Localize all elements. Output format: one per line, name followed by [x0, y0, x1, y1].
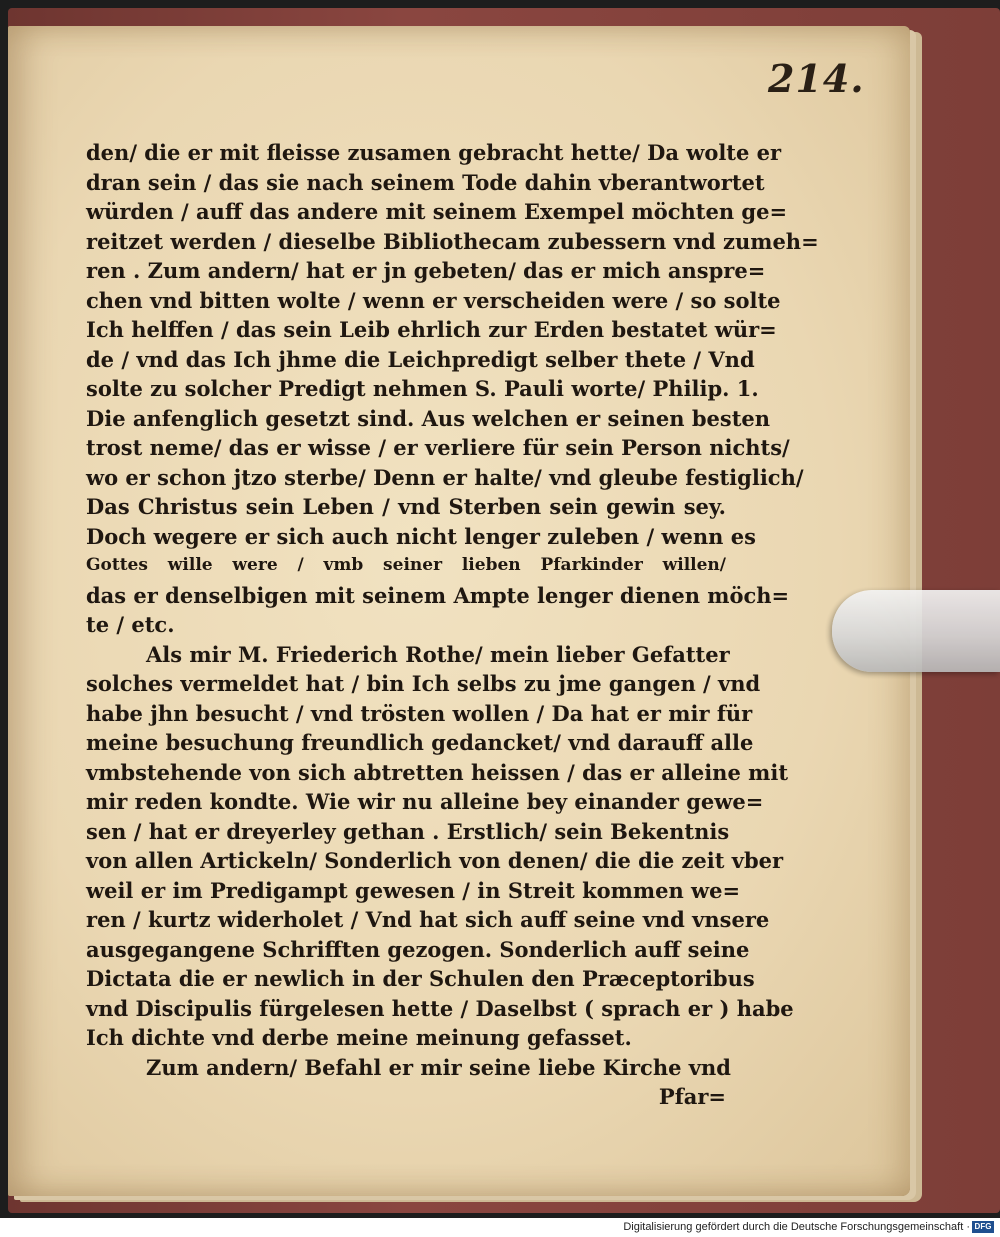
text-line: Gottes wille were / vmb seiner lieben Pfarkinder willen/ — [86, 555, 726, 575]
dfg-logo: DFG — [972, 1221, 994, 1233]
page-number: 214. — [768, 56, 865, 101]
text-line: Doch wegere er sich auch nicht lenger zuleben / wenn es — [86, 523, 756, 549]
page-holder-clip — [832, 590, 1000, 672]
text-line: ren / kurtz widerholet / Vnd hat sich auff seine vnd vnsere — [86, 907, 770, 932]
footer-credit: Digitalisierung gefördert durch die Deutsche Forschungsgemeinschaft · — [623, 1221, 970, 1233]
text-line: trost neme/ das er wisse / er verliere für sein Person nichts/ — [86, 435, 790, 460]
text-line: ausgegangene Schrifften gezogen. Sonderlich auff seine — [86, 936, 750, 962]
text-line: Pfar= — [658, 1084, 726, 1109]
text-line: Ich helffen / das sein Leib ehrlich zur Erden bestatet wür= — [86, 317, 777, 342]
text-line: von allen Artickeln/ Sonderlich von denen/ die die zeit vber — [86, 848, 784, 873]
text-line: vnd Discipulis fürgelesen hette / Daselbst ( sprach er ) habe — [86, 995, 794, 1021]
text-line: Dictata die er newlich in der Schulen den Præceptoribus — [86, 966, 755, 991]
text-line: Zum andern/ Befahl er mir seine liebe Kirche vnd — [146, 1054, 731, 1080]
text-line: Als mir M. Friederich Rothe/ mein lieber Gefatter — [146, 641, 730, 667]
text-line: solches vermeldet hat / bin Ich selbs zu jme gangen / vnd — [86, 671, 761, 696]
text-line: reitzet werden / dieselbe Bibliothecam zubessern vnd zumeh= — [86, 228, 819, 254]
page-text-block — [86, 138, 819, 1112]
text-line: Die anfenglich gesetzt sind. Aus welchen er seinen besten — [86, 405, 771, 431]
text-line: Das Christus sein Leben / vnd Sterben sein gewin sey. — [86, 494, 726, 519]
text-line: solte zu solcher Predigt nehmen S. Pauli worte/ Philip. 1. — [86, 376, 759, 401]
text-line: ren . Zum andern/ hat er jn gebeten/ das er mich anspre= — [86, 258, 766, 283]
text-line: weil er im Predigampt gewesen / in Streit kommen we= — [86, 877, 741, 903]
text-line: mir reden kondte. Wie wir nu alleine bey einander gewe= — [86, 789, 764, 814]
text-line: te / etc. — [86, 612, 175, 637]
text-line: den/ die er mit fleisse zusamen gebracht hette/ Da wolte er — [86, 140, 782, 165]
text-line: Ich dichte vnd derbe meine meinung gefasset. — [86, 1025, 632, 1050]
text-line: habe jhn besucht / vnd trösten wollen / Da hat er mir für — [86, 700, 753, 726]
text-line: meine besuchung freundlich gedancket/ vnd darauff alle — [86, 730, 754, 755]
text-line: sen / hat er dreyerley gethan . Erstlich/ sein Bekentnis — [86, 818, 730, 844]
text-line: dran sein / das sie nach seinem Tode dahin vberantwortet — [86, 169, 765, 195]
text-line: de / vnd das Ich jhme die Leichpredigt selber thete / Vnd — [86, 346, 755, 372]
text-line: das er denselbigen mit seinem Ampte lenger dienen möch= — [86, 582, 790, 608]
book-page — [8, 26, 910, 1196]
text-line: vmbstehende von sich abtretten heissen / das er alleine mit — [86, 759, 789, 785]
text-line: würden / auff das andere mit seinem Exempel möchten ge= — [86, 199, 788, 224]
text-line: wo er schon jtzo sterbe/ Denn er halte/ vnd gleube festiglich/ — [86, 464, 804, 490]
text-line: chen vnd bitten wolte / wenn er verscheiden were / so solte — [86, 287, 781, 313]
